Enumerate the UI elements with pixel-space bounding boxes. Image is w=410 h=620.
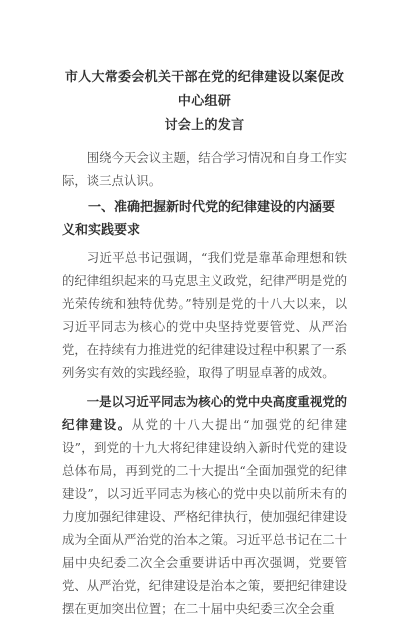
title-line-2: 讨会上的发言 — [164, 118, 245, 133]
body-paragraph-1: 习近平总书记强调，“我们党是靠革命理想和铁的纪律组织起来的马克思主义政党，纪律严明是党的光荣传统和独特优势。”特别是党的十八大以来，以习近平同志为核心的党中央坚持党要管党、从严治党，在持续有力推进党的纪律建设过程中积累了一系列务实有效的实践经验，取得了明显卓著的成效。 — [62, 250, 347, 380]
paragraph-2-text: 从党的十八大提出“加强党的纪律建设”，到党的十九大将纪律建设纳入新时代党的建设总体布局，再到党的二十大提出“全面加强党的纪律建设”，以习近平同志为核心的党中央以前所未有的力度加强纪律建设、严格纪律执行，使加强纪律建设成为全面从严治党的治本之策。习近平总书记在二十届中央纪委二次全会重要讲话中再次强调，党要管党、从严治党，纪律建设是治本之策，要把纪律建设摆在更加突出位置；在二十届中央纪委三次全会重 — [62, 417, 347, 616]
intro-paragraph: 围绕今天会议主题，结合学习情况和自身工作实际，谈三点认识。 — [62, 150, 347, 188]
title-line-1: 市人大常委会机关干部在党的纪律建设以案促改中心组研 — [64, 70, 345, 109]
document-title — [62, 66, 347, 138]
section-heading-1: 一、准确把握新时代党的纪律建设的内涵要义和实践要求 — [62, 200, 336, 238]
paragraph-2-lead: 一是以习近平同志为核心的党中央高度重视党的纪律建设。 — [62, 394, 347, 432]
body-paragraph-2 — [62, 390, 347, 620]
